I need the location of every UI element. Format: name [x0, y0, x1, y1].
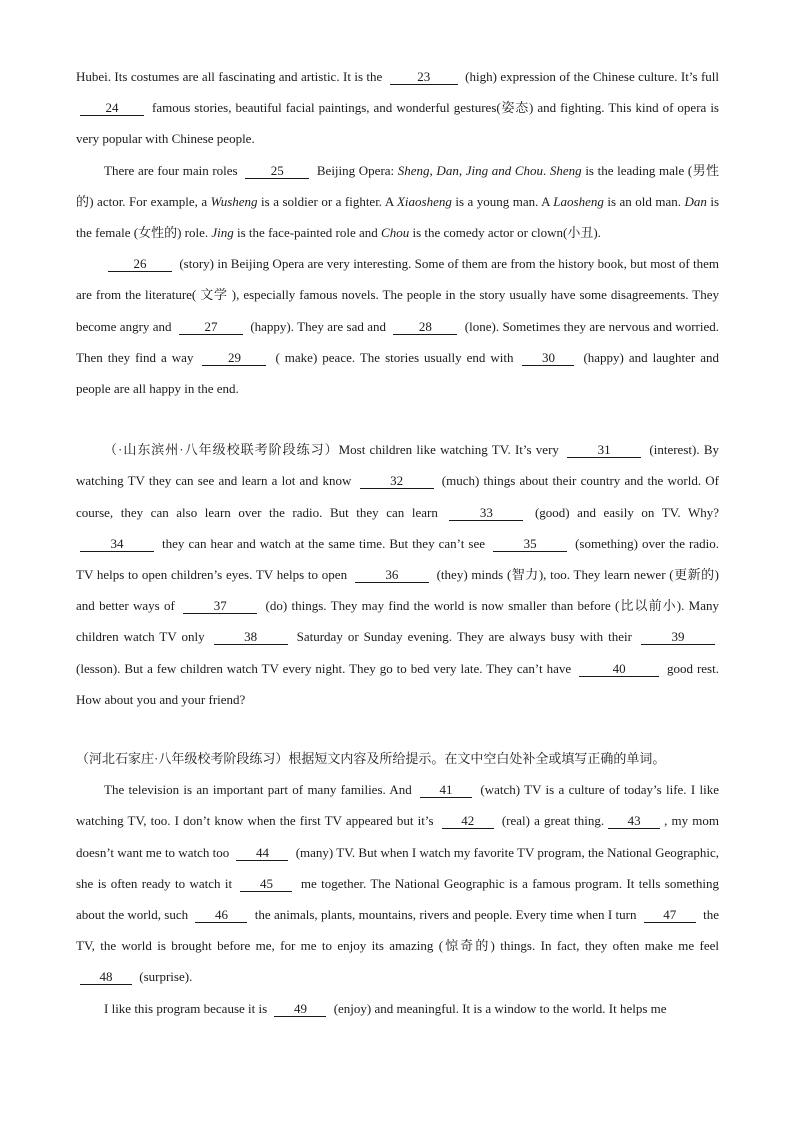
- blank-49[interactable]: 49: [274, 1002, 326, 1017]
- blank-45[interactable]: 45: [240, 877, 292, 892]
- blank-38[interactable]: 38: [214, 630, 288, 645]
- blank-40[interactable]: 40: [579, 662, 659, 677]
- blank-43[interactable]: 43: [608, 814, 660, 829]
- blank-44[interactable]: 44: [236, 846, 288, 861]
- document-body: [76, 61, 719, 1024]
- blank-25[interactable]: 25: [245, 164, 309, 179]
- passage3-header: （河北石家庄·八年级校考阶段练习）根据短文内容及所给提示。在文中空白处补全或填写正确的单词。: [76, 751, 666, 767]
- blank-39[interactable]: 39: [641, 630, 715, 645]
- blank-30[interactable]: 30: [522, 351, 574, 366]
- passage3-paragraph1: The television is an important part of many families. And 41 (watch) TV is a culture of today’s life. I like watching TV, too. I don’t know when the first TV appeared but it’s 42 (real) a great thing. 43 , my mom doesn’t want me to watch too 44 (many) TV. But when I watch my favorite TV program, the National Geographic, she is often ready to watch it 45 me together. The National Geographic is a famous program. It tells something about the world, such 46 the animals, plants, mountains, rivers and people. Every time when I turn 47 the TV, the world is brought before me, for me to enjoy its amazing (惊奇的) things. In fact, they often make me feel 48 (surprise).: [76, 782, 720, 985]
- blank-31[interactable]: 31: [567, 443, 641, 458]
- blank-26[interactable]: 26: [108, 257, 172, 272]
- blank-29[interactable]: 29: [202, 351, 266, 366]
- passage1-paragraph3: 26 (story) in Beijing Opera are very interesting. Some of them are from the history book, but most of them are from the literature( 文学 ), especially famous novels. The people in the story usually have some disagreements. They become angry and 27 (happy). They are sad and 28 (lone). Sometimes they are nervous and worried. Then they find a way 29 ( make) peace. The stories usually end with 30 (happy) and laughter and people are all happy in the end.: [76, 256, 720, 397]
- blank-47[interactable]: 47: [644, 908, 696, 923]
- blank-35[interactable]: 35: [493, 537, 567, 552]
- blank-24[interactable]: 24: [80, 101, 144, 116]
- blank-27[interactable]: 27: [179, 320, 243, 335]
- passage3-paragraph2: I like this program because it is 49 (enjoy) and meaningful. It is a window to the world. It helps me: [104, 1000, 667, 1016]
- blank-34[interactable]: 34: [80, 537, 154, 552]
- blank-41[interactable]: 41: [420, 783, 472, 798]
- blank-48[interactable]: 48: [80, 970, 132, 985]
- passage1-paragraph2: There are four main roles 25 Beijing Opera: Sheng, Dan, Jing and Chou. Sheng is the leading male (男性的) actor. For example, a Wusheng is a soldier or a fighter. A Xiaosheng is a young man. A Laosheng is an old man. Dan is the female (女性的) role. Jing is the face-painted role and Chou is the comedy actor or clown(小丑).: [76, 162, 720, 241]
- blank-28[interactable]: 28: [393, 320, 457, 335]
- blank-33[interactable]: 33: [449, 506, 523, 521]
- blank-42[interactable]: 42: [442, 814, 494, 829]
- blank-36[interactable]: 36: [355, 568, 429, 583]
- blank-37[interactable]: 37: [183, 599, 257, 614]
- blank-32[interactable]: 32: [360, 474, 434, 489]
- passage2-source: （·山东滨州·八年级校联考阶段练习）: [104, 442, 339, 458]
- passage2-paragraph: （·山东滨州·八年级校联考阶段练习）Most children like watching TV. It’s very 31 (interest). By watching TV they can see and learn a lot and know 32 (much) things about their country and the world. Of course, they can also learn over the radio. But they can learn 33 (good) and easily on TV. Why? 34 they can hear and watch at the same time. But they can’t see 35 (something) over the radio. TV helps to open children’s eyes. TV helps to open 36 (they) minds (智力), too. They learn newer (更新的) and better ways of 37 (do) things. They may find the world is now smaller than before (比以前小). Many children watch TV only 38 Saturday or Sunday evening. They are always busy with their 39 (lesson). But a few children watch TV every night. They go to bed very late. They can’t have 40 good rest. How about you and your friend?: [76, 442, 720, 707]
- blank-23[interactable]: 23: [390, 70, 458, 85]
- passage1-paragraph1: Hubei. Its costumes are all fascinating and artistic. It is the 23 (high) expression of the Chinese culture. It’s full 24 famous stories, beautiful facial paintings, and wonderful gestures(姿态) and fighting. This kind of opera is very popular with Chinese people.: [76, 69, 719, 147]
- blank-46[interactable]: 46: [195, 908, 247, 923]
